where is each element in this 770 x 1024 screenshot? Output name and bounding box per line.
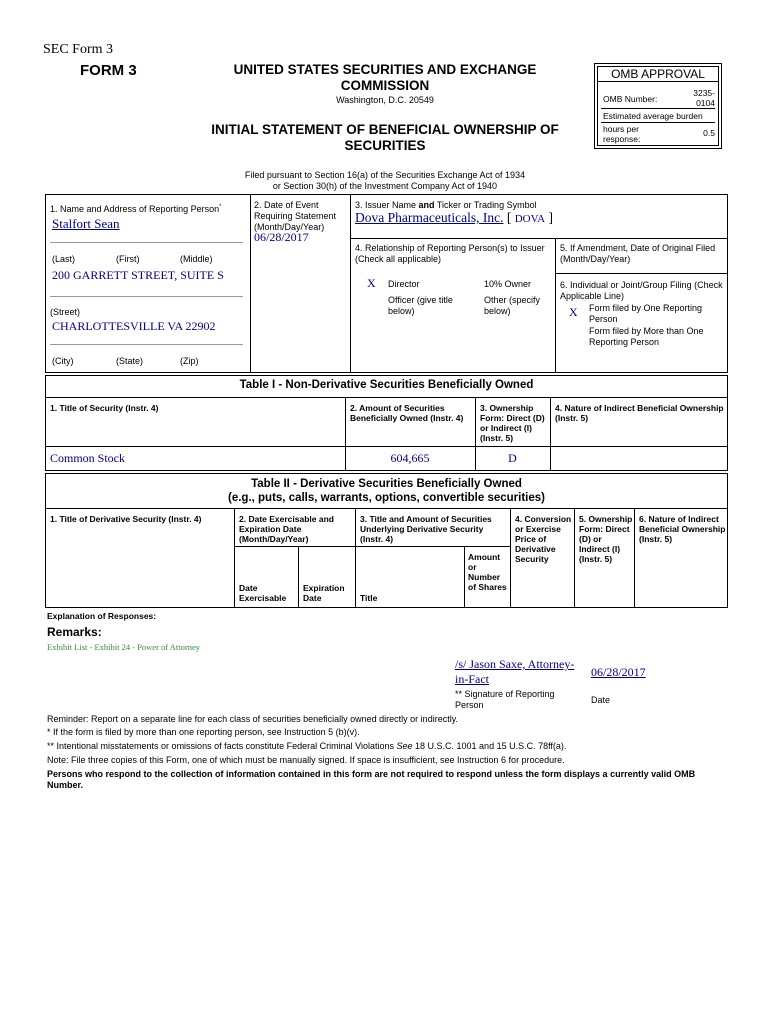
middle-label: (Middle) <box>180 254 213 264</box>
note-copies: Note: File three copies of this Form, one of which must be manually signed. If space is insufficient, see Instruction 6 for procedure. <box>47 755 565 765</box>
omb-approval-box <box>594 63 722 149</box>
ten-percent-owner-label: 10% Owner <box>484 279 532 289</box>
section4-label: 4. Relationship of Reporting Person(s) to Issuer (Check all applicable) <box>355 243 545 264</box>
section3-label: 3. Issuer Name and Ticker or Trading Symbol <box>355 200 537 210</box>
issuer-line: Dova Pharmaceuticals, Inc. [ DOVA ] <box>355 210 553 225</box>
table2-col1-header: 1. Title of Derivative Security (Instr. 4) <box>50 514 202 524</box>
table2-date-exercisable: Date Exercisable <box>239 583 287 603</box>
table2-col2-header: 2. Date Exercisable and Expiration Date (Month/Day/Year) <box>239 514 334 544</box>
table2-col5-header: 5. Ownership Form: Direct (D) or Indirect (I) (Instr. 5) <box>579 514 633 564</box>
explanation-label: Explanation of Responses: <box>47 611 157 621</box>
persons-notice: Persons who respond to the collection of information contained in this form are not required to respond unless the form displays a currently valid OMB Number. <box>47 769 696 790</box>
city-value: CHARLOTTESVILLE VA 22902 <box>52 319 216 333</box>
section2-label: 2. Date of Event Requiring Statement (Month/Day/Year) <box>254 200 337 232</box>
table2-expiration-date: Expiration Date <box>303 583 345 603</box>
issuer-name[interactable]: Dova Pharmaceuticals, Inc. <box>355 210 504 225</box>
table1-col4-header: 4. Nature of Indirect Beneficial Ownership (Instr. 5) <box>555 403 724 423</box>
sec-form-label: SEC Form 3 <box>43 42 114 57</box>
filed-pursuant: Filed pursuant to Section 16(a) of the Securities Exchange Act of 1934 or Section 30(h) of the Investment Company Act of 1940 <box>244 170 526 191</box>
section1-label: 1. Name and Address of Reporting Person* <box>50 204 222 214</box>
omb-hours-value: 0.5 <box>703 128 715 138</box>
officer-label: Officer (give title below) <box>388 295 453 316</box>
table2-col4-header: 4. Conversion or Exercise Price of Derivative Security <box>515 514 572 564</box>
remarks-label: Remarks: <box>47 625 102 639</box>
section5-label: 5. If Amendment, Date of Original Filed (Month/Day/Year) <box>560 243 716 264</box>
reminder: Reminder: Report on a separate line for each class of securities beneficially owned directly or indirectly. <box>47 714 459 724</box>
agency-address: Washington, D.C. 20549 <box>336 95 434 105</box>
note-asterisk: * If the form is filed by more than one reporting person, see Instruction 5 (b)(v). <box>47 727 360 737</box>
ticker-symbol: DOVA <box>514 213 546 225</box>
state-label: (State) <box>116 356 144 366</box>
table1-row-title: Common Stock <box>50 451 126 465</box>
reporting-person-name[interactable]: Stalfort Sean <box>52 216 120 231</box>
one-reporting-check[interactable]: X <box>569 305 578 319</box>
note-double-asterisk: ** Intentional misstatements or omissions of facts constitute Federal Criminal Violations See 18 U.S.C. 1001 and 15 U.S.C. 78ff(a). <box>47 741 567 751</box>
omb-number-value: 3235-0104 <box>693 88 715 108</box>
table1-col3-header: 3. Ownership Form: Direct (D) or Indirect (I) (Instr. 5) <box>480 403 545 443</box>
director-check[interactable]: X <box>367 276 376 290</box>
table1-row-form: D <box>508 451 517 465</box>
omb-hours-label: hours per response: <box>603 124 641 144</box>
first-label: (First) <box>116 254 140 264</box>
table2-title: Table II - Derivative Securities Beneficially Owned (e.g., puts, calls, warrants, options, convertible securities) <box>228 478 545 504</box>
zip-label: (Zip) <box>180 356 199 366</box>
form-number: FORM 3 <box>80 62 137 79</box>
omb-number-label: OMB Number: <box>603 94 658 104</box>
one-reporting-label: Form filed by One Reporting Person <box>589 303 703 324</box>
table1-row-amount: 604,665 <box>390 451 430 465</box>
section6-label: 6. Individual or Joint/Group Filing (Check Applicable Line) <box>560 280 723 301</box>
city-label: (City) <box>52 356 74 366</box>
table1-col2-header: 2. Amount of Securities Beneficially Owned (Instr. 4) <box>350 403 464 423</box>
other-label: Other (specify below) <box>484 295 541 316</box>
event-date: 06/28/2017 <box>254 230 309 244</box>
signature[interactable]: /s/ Jason Saxe, Attorney-in-Fact <box>455 657 575 686</box>
remarks-text: Exhibit List - Exhibit 24 - Power of Attorney <box>47 642 200 652</box>
table2-amount-sub: Amount or Number of Shares <box>468 552 507 592</box>
table1-title: Table I - Non-Derivative Securities Beneficially Owned <box>239 379 534 391</box>
table1-col1-header: 1. Title of Security (Instr. 4) <box>50 403 159 413</box>
director-label: Director <box>388 279 420 289</box>
signature-label: ** Signature of Reporting Person <box>455 689 555 710</box>
street-label: (Street) <box>50 307 81 317</box>
more-reporting-label: Form filed by More than One Reporting Person <box>589 326 704 347</box>
omb-burden-label: Estimated average burden <box>603 111 703 121</box>
last-label: (Last) <box>52 254 76 264</box>
omb-title: OMB APPROVAL <box>598 67 718 82</box>
agency-title: UNITED STATES SECURITIES AND EXCHANGE COMMISSION <box>233 62 537 93</box>
table2-title-sub: Title <box>360 593 378 603</box>
table2-col6-header: 6. Nature of Indirect Beneficial Ownership (Instr. 5) <box>639 514 726 544</box>
form-title: INITIAL STATEMENT OF BENEFICIAL OWNERSHIP OF SECURITIES <box>211 122 559 153</box>
table2-col3-header: 3. Title and Amount of Securities Underlying Derivative Security (Instr. 4) <box>360 514 492 544</box>
date-label: Date <box>591 695 611 705</box>
street-value: 200 GARRETT STREET, SUITE S <box>52 268 224 282</box>
signature-date: 06/28/2017 <box>591 665 646 679</box>
